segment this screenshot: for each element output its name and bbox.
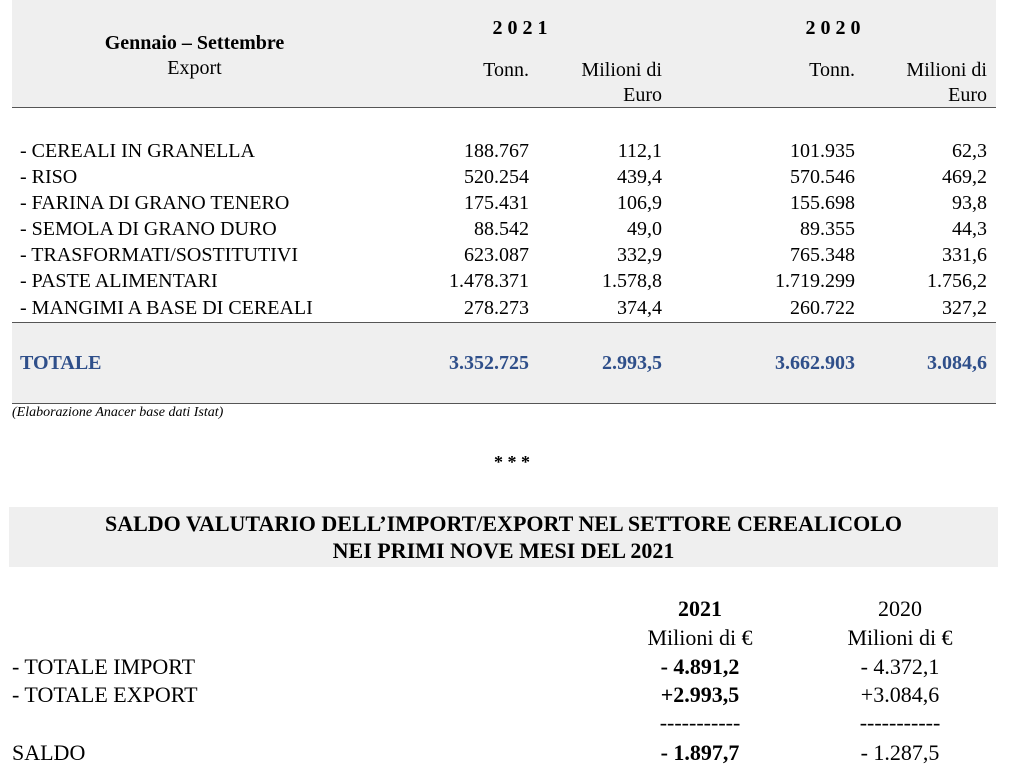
saldo-value-2020: - 1.287,5 (860, 740, 940, 765)
row-tonn-2020: 101.935 (790, 140, 855, 162)
row-milioni-2021: 106,9 (617, 192, 662, 214)
row-milioni-2021: 439,4 (617, 166, 662, 188)
saldo-row-label: - TOTALE EXPORT (12, 682, 198, 707)
col-milioni-2021: Milioni di (581, 59, 662, 81)
year-2020-header: 2 0 2 0 (805, 17, 861, 39)
row-tonn-2021: 1.478.371 (449, 270, 529, 292)
saldo-value-2021: - 1.897,7 (660, 740, 740, 765)
row-milioni-2021: 1.578,8 (602, 270, 662, 292)
row-milioni-2020: 327,2 (942, 297, 987, 319)
row-tonn-2021: 188.767 (464, 140, 529, 162)
row-tonn-2021: 623.087 (464, 244, 529, 266)
row-milioni-2020: 1.756,2 (927, 270, 987, 292)
saldo-row-value-2020: - 4.372,1 (860, 654, 940, 679)
subject-label: Export (167, 57, 222, 79)
row-tonn-2020: 570.546 (790, 166, 855, 188)
saldo-title-line2: NEI PRIMI NOVE MESI DEL 2021 (332, 538, 675, 563)
row-milioni-2020: 469,2 (942, 166, 987, 188)
row-milioni-2021: 112,1 (617, 140, 662, 162)
saldo-year-2020: 2020 (878, 596, 922, 621)
row-milioni-2020: 44,3 (952, 218, 987, 240)
total-tonn-2021: 3.352.725 (449, 352, 529, 374)
row-tonn-2020: 765.348 (790, 244, 855, 266)
saldo-title-line1: SALDO VALUTARIO DELL’IMPORT/EXPORT NEL SETTORE CEREALICOLO (105, 511, 902, 536)
row-tonn-2021: 88.542 (474, 218, 529, 240)
row-label: - SEMOLA DI GRANO DURO (20, 218, 277, 240)
col-milioni-2020: Milioni di (906, 59, 987, 81)
row-tonn-2021: 175.431 (464, 192, 529, 214)
row-milioni-2021: 332,9 (617, 244, 662, 266)
row-label: - RISO (20, 166, 78, 188)
row-milioni-2020: 62,3 (952, 140, 987, 162)
header-divider (12, 107, 996, 108)
row-milioni-2020: 331,6 (942, 244, 987, 266)
saldo-label: SALDO (12, 740, 86, 765)
year-2021-header: 2 0 2 1 (492, 17, 548, 39)
row-milioni-2021: 374,4 (617, 297, 662, 319)
col-tonn-2021: Tonn. (483, 59, 529, 81)
period-label: Gennaio – Settembre (104, 32, 285, 54)
row-label: - PASTE ALIMENTARI (20, 270, 218, 292)
saldo-row-value-2021: - 4.891,2 (660, 654, 740, 679)
row-tonn-2020: 1.719.299 (775, 270, 855, 292)
row-tonn-2020: 89.355 (800, 218, 855, 240)
total-milioni-2021: 2.993,5 (602, 352, 662, 374)
row-milioni-2021: 49,0 (627, 218, 662, 240)
saldo-dashes-2021: ----------- (659, 710, 741, 735)
row-label: - FARINA DI GRANO TENERO (20, 192, 290, 214)
saldo-year-2021: 2021 (678, 596, 722, 621)
row-tonn-2020: 155.698 (790, 192, 855, 214)
total-milioni-2020: 3.084,6 (927, 352, 987, 374)
row-tonn-2020: 260.722 (790, 297, 855, 319)
row-label: - MANGIMI A BASE DI CEREALI (20, 297, 313, 319)
source-note: (Elaborazione Anacer base dati Istat) (12, 405, 224, 420)
row-tonn-2021: 278.273 (464, 297, 529, 319)
total-tonn-2020: 3.662.903 (775, 352, 855, 374)
total-label: TOTALE (20, 352, 102, 374)
saldo-row-value-2020: +3.084,6 (860, 682, 940, 707)
saldo-row-label: - TOTALE IMPORT (12, 654, 196, 679)
col-tonn-2020: Tonn. (809, 59, 855, 81)
col-euro-2021: Euro (623, 84, 662, 106)
col-euro-2020: Euro (948, 84, 987, 106)
row-milioni-2020: 93,8 (952, 192, 987, 214)
row-label: - TRASFORMATI/SOSTITUTIVI (20, 244, 298, 266)
section-separator: * * * (494, 452, 530, 472)
row-label: - CEREALI IN GRANELLA (20, 140, 255, 162)
saldo-unit-2021: Milioni di € (647, 625, 753, 650)
saldo-row-value-2021: +2.993,5 (660, 682, 740, 707)
row-tonn-2021: 520.254 (464, 166, 529, 188)
saldo-dashes-2020: ----------- (859, 710, 941, 735)
saldo-unit-2020: Milioni di € (847, 625, 953, 650)
